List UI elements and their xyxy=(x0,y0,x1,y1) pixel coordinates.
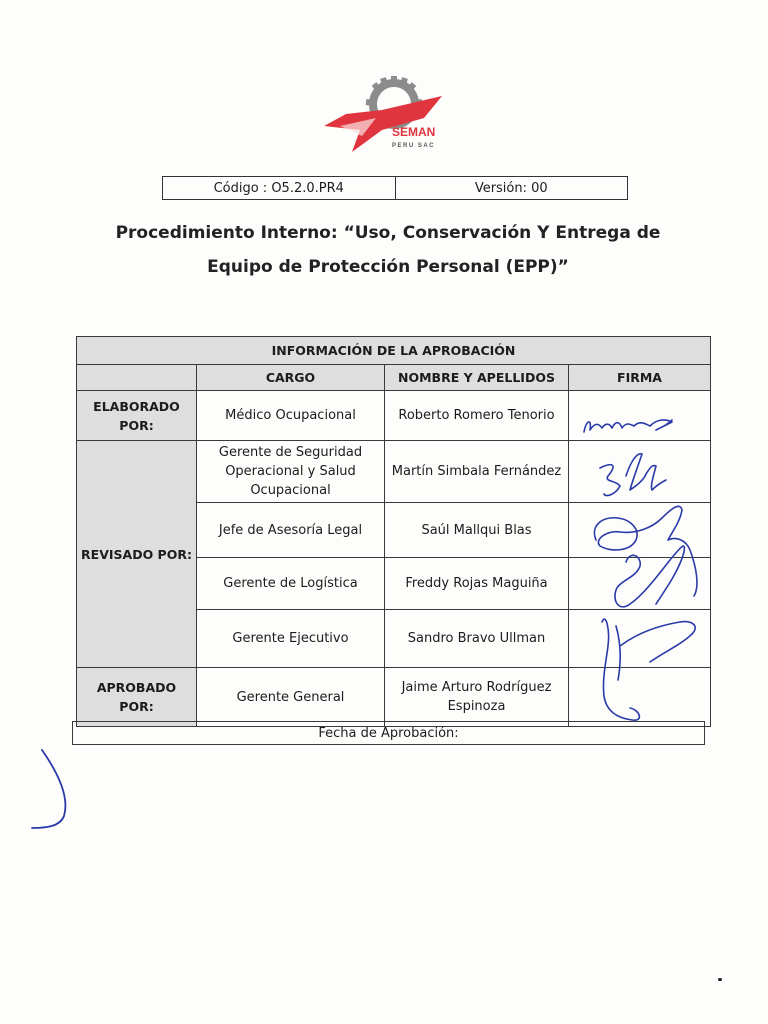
group-label-elaborado: ELABORADO POR: xyxy=(77,391,197,441)
logo-subtext: PERU SAC xyxy=(392,143,436,149)
margin-pen-mark xyxy=(26,746,76,834)
document-title xyxy=(100,216,676,284)
table-row xyxy=(77,391,711,441)
cargo-cell: Gerente de Logística xyxy=(197,558,385,610)
group-label-revisado: REVISADO POR: xyxy=(77,441,197,668)
nombre-cell: Jaime Arturo Rodríguez Espinoza xyxy=(385,668,569,727)
ink-dot xyxy=(718,978,722,981)
table-row xyxy=(77,668,711,727)
column-header-firma: FIRMA xyxy=(569,365,711,391)
approval-table xyxy=(76,336,711,727)
nombre-cell: Freddy Rojas Maguiña xyxy=(385,558,569,610)
title-line-2: Equipo de Protección Personal (EPP)” xyxy=(207,257,569,277)
group-label-aprobado: APROBADO POR: xyxy=(77,668,197,727)
cargo-cell: Médico Ocupacional xyxy=(197,391,385,441)
column-header-cargo: CARGO xyxy=(197,365,385,391)
firma-cell xyxy=(569,558,711,610)
cargo-cell: Jefe de Asesoría Legal xyxy=(197,503,385,558)
document-code-box xyxy=(162,176,628,200)
firma-cell xyxy=(569,503,711,558)
approval-table-heading: INFORMACIÓN DE LA APROBACIÓN xyxy=(77,337,711,365)
nombre-cell: Roberto Romero Tenorio xyxy=(385,391,569,441)
cargo-cell: Gerente General xyxy=(197,668,385,727)
title-line-1: Procedimiento Interno: “Uso, Conservación Y Entrega de xyxy=(115,223,661,243)
document-code: Código : O5.2.0.PR4 xyxy=(213,180,344,196)
nombre-cell: Martín Simbala Fernández xyxy=(385,441,569,503)
cargo-cell: Gerente de Seguridad Operacional y Salud Ocupacional xyxy=(197,441,385,503)
document-version: Versión: 00 xyxy=(395,177,628,199)
column-header-nombre: NOMBRE Y APELLIDOS xyxy=(385,365,569,391)
nombre-cell: Sandro Bravo Ullman xyxy=(385,610,569,668)
seman-logo-mark xyxy=(322,74,452,156)
firma-cell xyxy=(569,441,711,503)
cargo-cell: Gerente Ejecutivo xyxy=(197,610,385,668)
table-row xyxy=(77,441,711,503)
firma-cell xyxy=(569,391,711,441)
logo-wordmark: SEMAN xyxy=(392,125,436,139)
firma-cell xyxy=(569,668,711,727)
fecha-aprobacion-row: Fecha de Aprobación: xyxy=(72,721,705,745)
nombre-cell: Saúl Mallqui Blas xyxy=(385,503,569,558)
company-logo xyxy=(322,74,452,156)
header-blank-cell xyxy=(77,365,197,391)
firma-cell xyxy=(569,610,711,668)
